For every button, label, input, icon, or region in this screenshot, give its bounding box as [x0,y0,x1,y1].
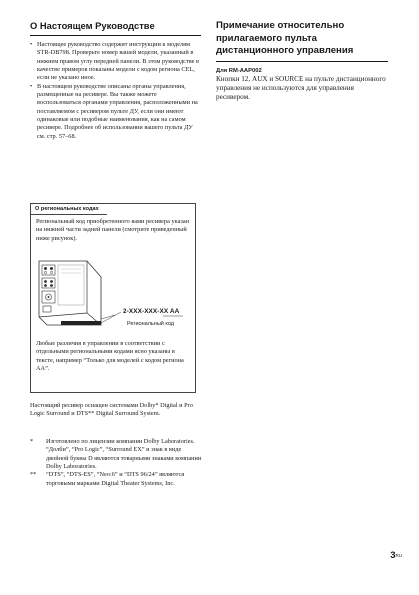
page-number-value: 3 [390,550,396,561]
page-number [390,550,402,561]
left-column [30,20,201,141]
section-title-about-manual: О Настоящем Руководстве [30,20,201,36]
footnote [30,438,202,471]
region-code-box [30,203,196,393]
region-code-caption: Региональный код [127,321,174,327]
footnote-text: “DTS”, “DTS-ES”, “Neo:6” и “DTS 96/24” являются торговыми марками Digital Theater Systems, Inc. [46,471,185,487]
section-title-remote-note: Примечание относительно прилагаемого пульта дистанционного управления [216,20,388,62]
remote-note-text: Кнопки 12, AUX и SOURCE на пульте дистанционного управления не используются для управления ресивером. [216,74,386,101]
box-text-2: Любые различия в управлении в соответствии с отдельными региональными кодами ясно указаны в тексте, например “Только для моделей с кодом региона AA”. [36,340,184,373]
footnote-text: Изготовлено по лицензии компании Dolby Laboratories. “Долби”, “Pro Logic”, “Surround EX” и знак в виде двойной буквы D являются товарными знаками компании Dolby Laboratories. [46,438,202,471]
bullet-item: • Настоящее руководство содержит инструкции к моделям STR-DB798. Проверьте номер вашей модели, указанный в нижнем правом углу передней панели. В этом руководстве в качестве примеров показаны модели с кодом региона CEL, если не указано иное. [30,41,201,83]
dolby-dts-paragraph: Настоящий ресивер оснащен системами Dolby* Digital и Pro Logic Surround и DTS** Digital Surround System. [30,402,193,418]
bullet-list [30,41,201,141]
box-text: Региональный код приобретенного вами ресивера указан на нижней части задней панели (смотрите приведенный ниже рисунок). [36,218,190,242]
region-code-label: 2-XXX-XXX-XX AA [123,308,180,315]
bullet-item: • В настоящем руководстве описаны органы управления, размещенные на ресивере. Вы также можете воспользоваться органами управления, расположенными на поставляемом с ресивером пульте ДУ, если они имеют одинаковые или подобные наименования, как на самом ресивере. Подробнее об использовании вашего пульта ДУ см. стр. 57–68. [30,83,201,141]
footnote-mark: ** [30,471,37,479]
footnote [30,471,202,488]
footnotes [30,438,202,488]
footnote-mark: * [30,438,34,445]
right-column [216,20,388,102]
model-subheading: Для RM-AAP002 [216,67,262,74]
page-language: RU [395,553,402,558]
box-title: О региональных кодах [31,204,107,215]
